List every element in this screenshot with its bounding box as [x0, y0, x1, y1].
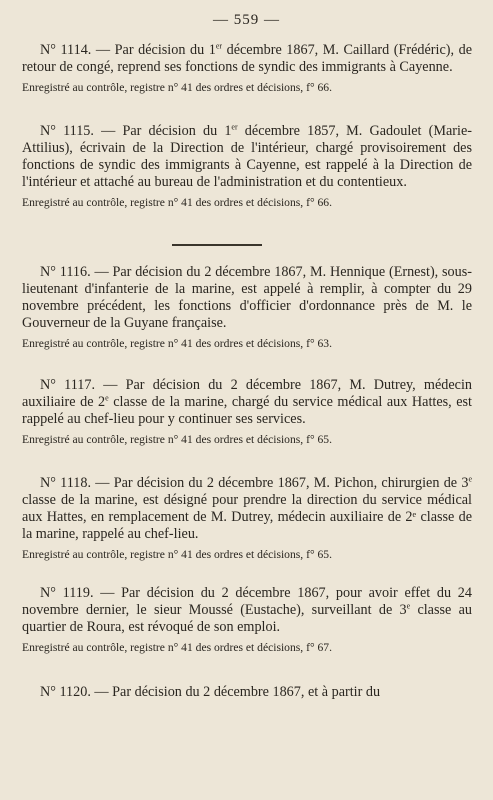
entry-text-part: — Par décision du 1: [91, 42, 216, 58]
entry-text-part: classe de la marine, chargé du service médical aux Hattes, est rappelé au chef-lieu pour y continuer ses services.: [22, 394, 472, 427]
entry-number: N° 1117.: [40, 377, 95, 393]
entry-text: [22, 475, 472, 543]
entry-number: N° 1120.: [40, 684, 91, 700]
registration-note: Enregistré au contrôle, registre n° 41 des ordres et décisions, f° 65.: [22, 548, 332, 561]
entry-text: [22, 42, 472, 76]
registration-note: Enregistré au contrôle, registre n° 41 des ordres et décisions, f° 67.: [22, 641, 332, 654]
entry-1114: [22, 42, 472, 95]
superscript: e: [406, 601, 411, 611]
entry-text-part: classe de la marine, est désigné pour prendre la direction du service médical aux Hattes, en remplacement de M. Dutrey, médecin auxiliaire de 2ᵉ classe de la marine, rappelé au chef-lieu.: [22, 492, 472, 542]
registration-note: Enregistré au contrôle, registre n° 41 des ordres et décisions, f° 65.: [22, 433, 332, 446]
entry-number: N° 1119.: [40, 585, 94, 601]
entry-number: N° 1116.: [40, 264, 91, 280]
entry-text-part: — Par décision du 2 décembre 1867, et à partir du: [90, 684, 381, 700]
entry-text-part: — Par décision du 2 décembre 1867, M. Hennique (Ernest), sous-lieutenant d'infanterie de la marine, est appelé à remplir, à compter du 29 novembre précédent, les fonctions d'officier d'ordonnance près de M. le Gouverneur de la Guyane française.: [22, 264, 472, 331]
entry-text-part: décembre 1867, M. Caillard (Frédéric), de retour de congé, reprend ses fonctions de syndic des immigrants à Cayenne.: [22, 42, 472, 75]
entry-number: N° 1118.: [40, 475, 92, 491]
entry-text-part: classe au quartier de Roura, est révoqué de son emploi.: [22, 602, 472, 635]
entry-text: [22, 585, 472, 636]
entry-text: [22, 123, 472, 191]
registration-note: Enregistré au contrôle, registre n° 41 des ordres et décisions, f° 66.: [22, 81, 332, 94]
entry-1119: [22, 585, 472, 655]
entry-number: N° 1115.: [40, 123, 94, 139]
entry-1117: [22, 377, 472, 447]
registration-note: Enregistré au contrôle, registre n° 41 des ordres et décisions, f° 66.: [22, 196, 332, 209]
superscript: er: [231, 122, 238, 132]
entry-text: [22, 377, 472, 428]
entry-text-part: — Par décision du 2 décembre 1867, M. Dutrey, médecin auxiliaire de 2: [22, 377, 472, 410]
entry-1118: [22, 475, 472, 562]
superscript: e: [468, 474, 472, 484]
entry-1115: [22, 123, 472, 210]
superscript: e: [105, 393, 109, 403]
section-divider: [172, 244, 262, 246]
entry-text-part: — Par décision du 1: [93, 123, 232, 139]
page-number: — 559 —: [213, 12, 280, 28]
entry-1116: [22, 264, 472, 351]
superscript: er: [215, 41, 223, 51]
registration-note: Enregistré au contrôle, registre n° 41 des ordres et décisions, f° 63.: [22, 337, 332, 350]
entry-text-part: décembre 1857, M. Gadoulet (Marie-Attilius), écrivain de la Direction de l'intérieur, chargé provisoirement des fonctions de syndic des immigrants à Cayenne, est rappelé à la Direction de l'intérieur et attaché au bureau de l'administration et du contentieux.: [22, 123, 472, 190]
entry-number: N° 1114.: [40, 42, 92, 58]
entry-text: [22, 684, 472, 701]
entry-text: [22, 264, 472, 332]
entry-text-part: — Par décision du 2 décembre 1867, pour avoir effet du 24 novembre dernier, le sieur Moussé (Eustache), surveillant de 3: [22, 585, 472, 618]
entry-text-part: — Par décision du 2 décembre 1867, M. Pichon, chirurgien de 3: [91, 475, 469, 491]
entry-1120: [22, 684, 472, 701]
